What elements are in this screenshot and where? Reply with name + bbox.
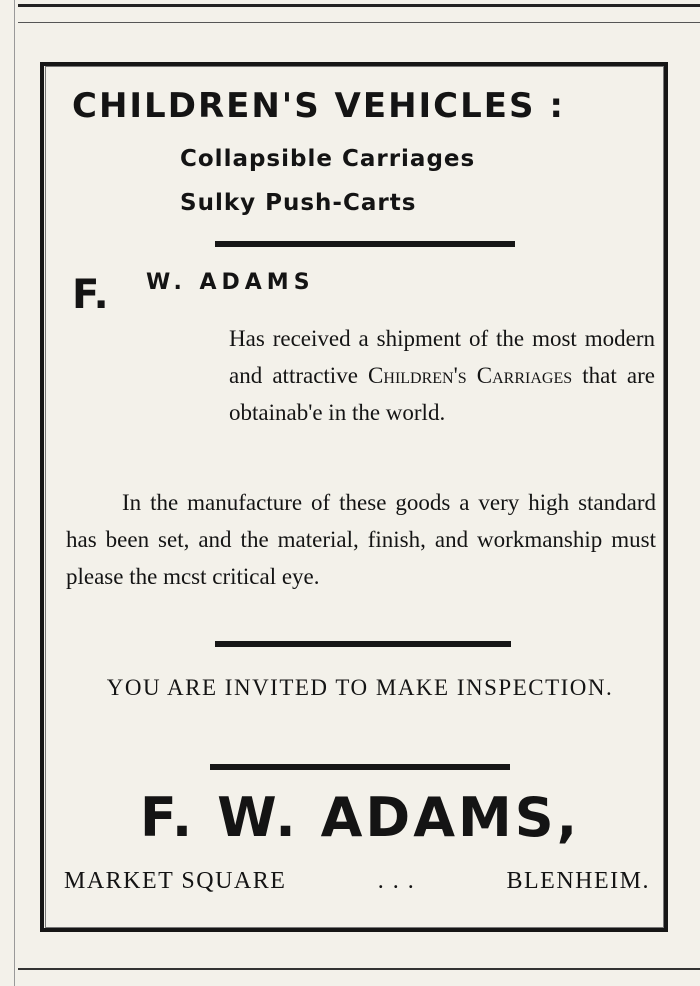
shipment-text-end: that are obtainab'e in the world.	[229, 363, 655, 425]
footer-dots: . . .	[377, 868, 416, 894]
shipment-text-start: Has received a shipment of the most modern and attractive	[229, 326, 655, 388]
divider-bar	[215, 241, 515, 247]
page-bottom-rule	[18, 968, 700, 970]
intro-name: W. ADAMS	[146, 270, 315, 295]
manufacture-paragraph: In the manufacture of these goods a very high standard has been set, and the material, finish, and workmanship must please the mcst critical eye.	[66, 490, 656, 589]
footer-address	[64, 868, 650, 895]
subhead-push-carts: Sulky Push-Carts	[180, 190, 417, 216]
column-edge-line	[14, 0, 15, 986]
footer-location: MARKET SQUARE	[64, 868, 287, 894]
page-top-rule	[18, 4, 700, 7]
intro-initial: F.	[72, 272, 109, 318]
ad-headline: CHILDREN'S VEHICLES :	[72, 86, 565, 126]
shipment-paragraph	[229, 320, 655, 431]
divider-bar	[210, 764, 510, 770]
childrens-carriages-text: Children's Carriages	[368, 363, 573, 388]
footer-business-name: F. W. ADAMS,	[139, 786, 581, 849]
invitation-text: YOU ARE INVITED TO MAKE INSPECTION.	[106, 675, 614, 700]
divider-bar	[215, 641, 511, 647]
subhead-carriages: Collapsible Carriages	[180, 146, 476, 172]
footer-town: BLENHEIM.	[506, 868, 650, 894]
page-top-thin-rule	[18, 22, 700, 23]
